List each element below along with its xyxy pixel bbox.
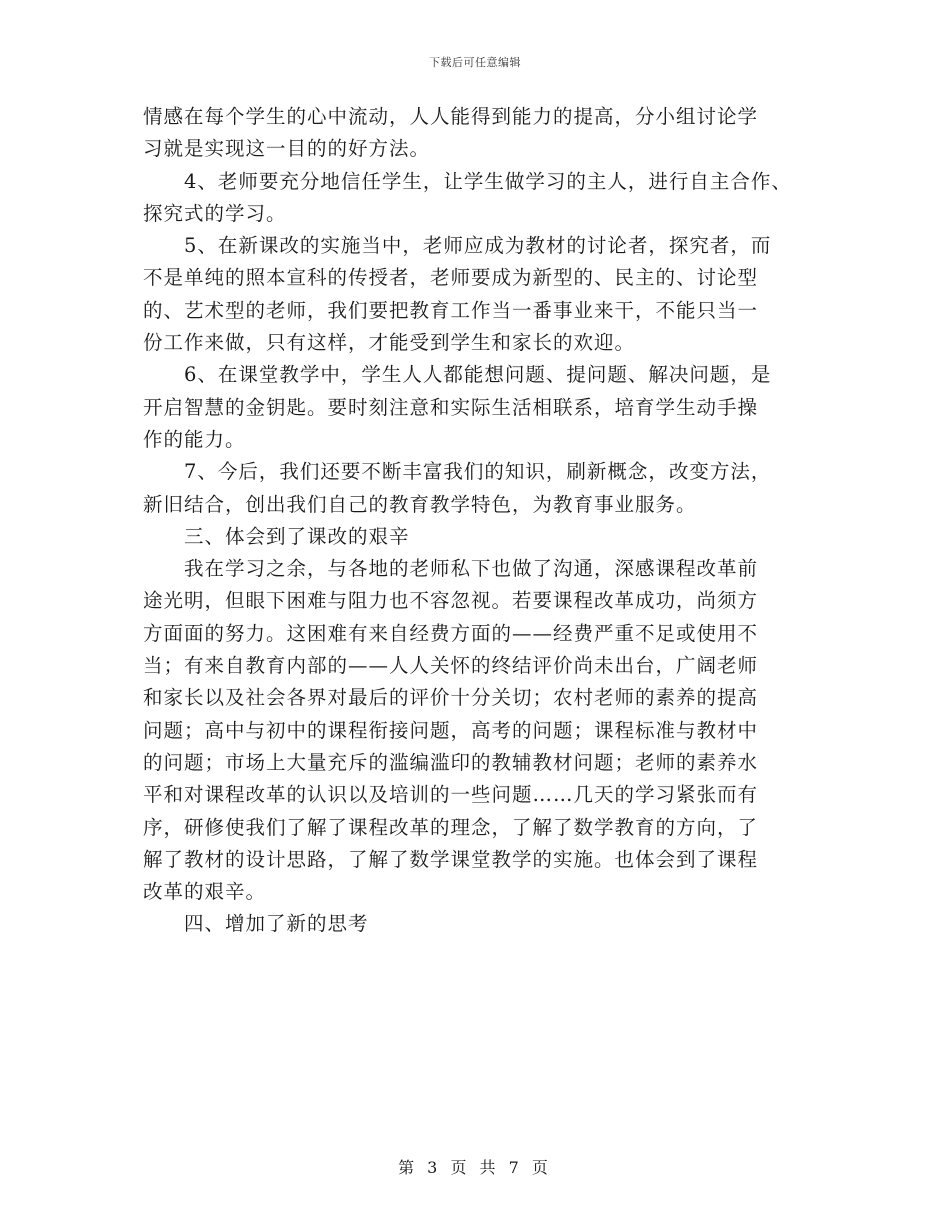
text-line: 的、艺术型的老师，我们要把教育工作当一番事业来干，不能只当一 (143, 298, 759, 322)
page-header-note: 下载后可任意编辑 (429, 56, 521, 69)
text-line: 改革的艰辛。 (143, 880, 267, 904)
text-line: 开启智慧的金钥匙。要时刻注意和实际生活相联系，培育学生动手操 (143, 395, 759, 419)
text-line: 序，研修使我们了解了课程改革的理念，了解了数学教育的方向，了 (143, 815, 759, 839)
document-body (143, 101, 805, 941)
text-line: 途光明，但眼下困难与阻力也不容忽视。若要课程改革成功，尚须方 (143, 589, 759, 613)
text-line: 份工作来做，只有这样，才能受到学生和家长的欢迎。 (143, 331, 636, 355)
section-heading: 四、增加了新的思考 (184, 912, 369, 936)
text-line: 作的能力。 (143, 427, 246, 451)
text-line: 平和对课程改革的认识以及培训的一些问题……几天的学习紧张而有 (143, 783, 759, 807)
text-line: 习就是实现这一目的的好方法。 (143, 137, 431, 161)
page-number-footer: 第 3 页 共 7 页 (398, 1158, 552, 1177)
text-line: 4、老师要充分地信任学生，让学生做学习的主人，进行自主合作、 (184, 169, 792, 193)
text-line: 7、今后，我们还要不断丰富我们的知识，刷新概念，改变方法， (184, 460, 772, 484)
text-line: 当；有来自教育内部的——人人关怀的终结评价尚未出台，广阔老师 (143, 654, 759, 678)
text-line: 6、在课堂教学中，学生人人都能想问题、提问题、解决问题，是 (184, 363, 772, 387)
text-line: 方面面的努力。这困难有来自经费方面的——经费严重不足或使用不 (143, 621, 759, 645)
text-line: 情感在每个学生的心中流动，人人能得到能力的提高，分小组讨论学 (143, 105, 759, 128)
section-heading: 三、体会到了课改的艰辛 (184, 524, 410, 548)
text-line: 探究式的学习。 (143, 201, 287, 225)
text-line: 不是单纯的照本宣科的传授者，老师要成为新型的、民主的、讨论型 (143, 266, 759, 290)
text-line: 的问题；市场上大量充斥的滥编滥印的教辅教材问题；老师的素养水 (143, 750, 759, 774)
text-line: 解了教材的设计思路，了解了数学课堂教学的实施。也体会到了课程 (143, 847, 759, 871)
text-line: 问题；高中与初中的课程衔接问题，高考的问题；课程标准与教材中 (143, 718, 759, 742)
text-line: 和家长以及社会各界对最后的评价十分关切；农村老师的素养的提高 (143, 686, 759, 710)
text-line: 5、在新课改的实施当中，老师应成为教材的讨论者，探究者，而 (184, 234, 772, 258)
text-line: 新旧结合，创出我们自己的教育教学特色，为教育事业服务。 (143, 492, 697, 516)
text-line: 我在学习之余，与各地的老师私下也做了沟通，深感课程改革前 (184, 557, 759, 581)
